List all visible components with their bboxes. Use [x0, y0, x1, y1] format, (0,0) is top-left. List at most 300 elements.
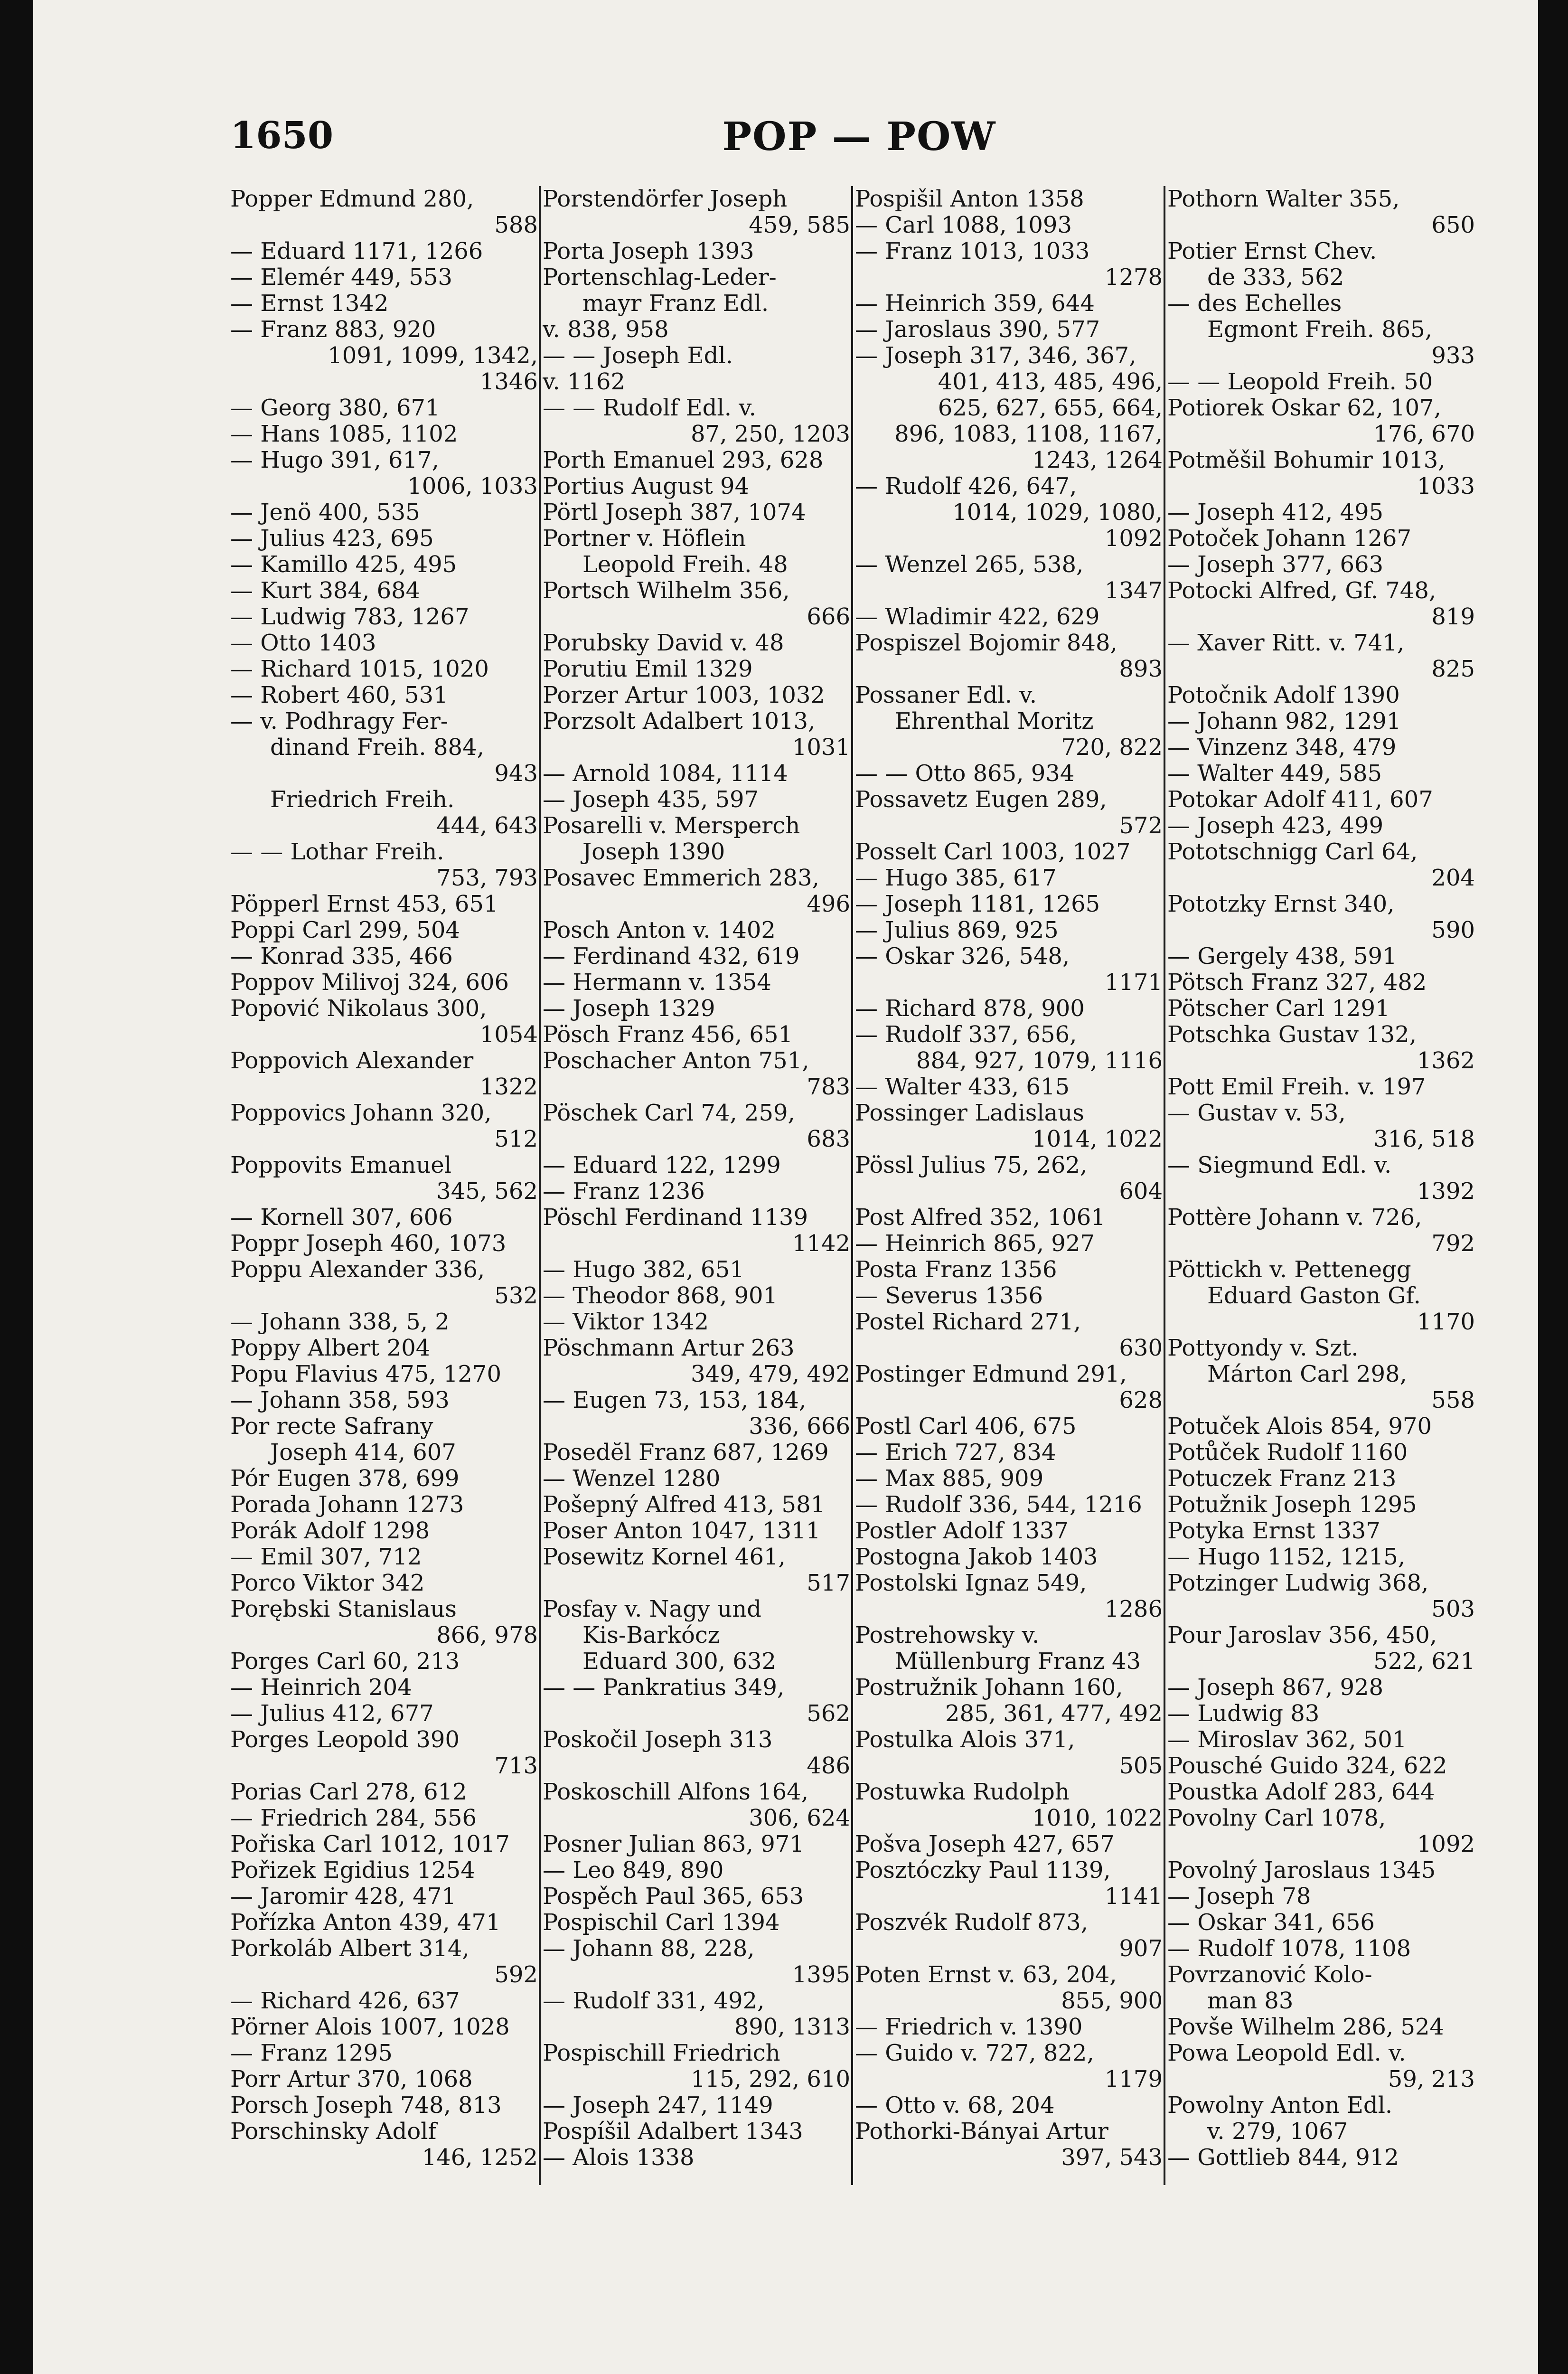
entry-line: — Kornell 307, 606 — [230, 1205, 453, 1231]
entry-line: 1010, 1022 — [1032, 1805, 1163, 1831]
entry-line: Poschacher Anton 751, — [543, 1048, 809, 1074]
entry-line: Pottyondy v. Szt. — [1167, 1335, 1359, 1361]
entry-line: 1362 — [1417, 1048, 1475, 1074]
entry-line: Postl Carl 406, 675 — [855, 1413, 1077, 1440]
entry-line: 397, 543 — [1061, 2145, 1163, 2171]
entry-line: 650 — [1431, 212, 1475, 238]
name-columns — [230, 186, 1488, 2204]
entry-line: — Erich 727, 834 — [855, 1440, 1056, 1466]
entry-line: 336, 666 — [749, 1413, 850, 1440]
entry-line: Pörner Alois 1007, 1028 — [230, 2014, 510, 2040]
entry-line: Porges Carl 60, 213 — [230, 1649, 460, 1675]
entry-line: Porzer Artur 1003, 1032 — [543, 682, 825, 708]
entry-line: 496 — [807, 891, 850, 917]
entry-line: Portner v. Höflein — [543, 526, 746, 552]
entry-line: Porębski Stanislaus — [230, 1596, 457, 1622]
entry-line: Porco Viktor 342 — [230, 1570, 425, 1596]
entry-line: — Rudolf 337, 656, — [855, 1022, 1077, 1048]
entry-line: Pospischil Carl 1394 — [543, 1910, 780, 1936]
entry-line: Müllenburg Franz 43 — [895, 1649, 1141, 1675]
entry-line: 1347 — [1104, 578, 1163, 604]
entry-line: Pöschl Ferdinand 1139 — [543, 1205, 808, 1231]
entry-line: Poskoschill Alfons 164, — [543, 1779, 808, 1805]
entry-line: — Joseph 377, 663 — [1167, 552, 1384, 578]
entry-line: 1142 — [792, 1231, 850, 1257]
column-2 — [543, 186, 850, 2204]
entry-line: 753, 793 — [436, 865, 538, 891]
entry-line: 532 — [494, 1283, 538, 1309]
entry-line: Poppi Carl 299, 504 — [230, 917, 460, 943]
entry-line: — Heinrich 359, 644 — [855, 291, 1095, 317]
entry-line: Postler Adolf 1337 — [855, 1518, 1069, 1544]
entry-line: — Franz 1295 — [230, 2040, 393, 2066]
entry-line: 683 — [807, 1126, 850, 1152]
entry-line: Potocki Alfred, Gf. 748, — [1167, 578, 1437, 604]
entry-line: Potzinger Ludwig 368, — [1167, 1570, 1429, 1596]
entry-line: — Johann 358, 593 — [230, 1387, 450, 1413]
entry-line: — v. Podhragy Fer- — [230, 708, 448, 735]
entry-line: Porada Johann 1273 — [230, 1492, 464, 1518]
entry-line: 907 — [1119, 1936, 1163, 1962]
entry-line: 345, 562 — [436, 1178, 538, 1205]
entry-line: Posewitz Kornel 461, — [543, 1544, 786, 1570]
entry-line: Eduard 300, 632 — [582, 1649, 776, 1675]
entry-line: v. 279, 1067 — [1207, 2119, 1348, 2145]
entry-line: — Hugo 382, 651 — [543, 1257, 744, 1283]
entry-line: 486 — [807, 1753, 850, 1779]
entry-line: Pototschnigg Carl 64, — [1167, 839, 1418, 865]
entry-line: Porschinsky Adolf — [230, 2119, 437, 2145]
entry-line: — Hermann v. 1354 — [543, 970, 771, 996]
entry-line: — Arnold 1084, 1114 — [543, 761, 788, 787]
entry-line: Poser Anton 1047, 1311 — [543, 1518, 821, 1544]
entry-line: 115, 292, 610 — [691, 2066, 850, 2092]
entry-line: Posselt Carl 1003, 1027 — [855, 839, 1131, 865]
entry-line: — Heinrich 204 — [230, 1675, 412, 1701]
entry-line: Possavetz Eugen 289, — [855, 787, 1107, 813]
entry-line: — Joseph 1181, 1265 — [855, 891, 1100, 917]
entry-line: — Julius 869, 925 — [855, 917, 1059, 943]
entry-line: 285, 361, 477, 492 — [945, 1701, 1163, 1727]
entry-line: Pössl Julius 75, 262, — [855, 1152, 1088, 1178]
entry-line: 1286 — [1104, 1596, 1163, 1622]
entry-line: Potyka Ernst 1337 — [1167, 1518, 1380, 1544]
entry-line: dinand Freih. 884, — [270, 735, 484, 761]
entry-line: — Oskar 326, 548, — [855, 943, 1070, 970]
entry-line: 316, 518 — [1373, 1126, 1475, 1152]
entry-line: Possaner Edl. v. — [855, 682, 1037, 708]
entry-line: Pór Eugen 378, 699 — [230, 1466, 460, 1492]
entry-line: man 83 — [1207, 1988, 1294, 2014]
entry-line: Potokar Adolf 411, 607 — [1167, 787, 1433, 813]
entry-line: Pott Emil Freih. v. 197 — [1167, 1074, 1426, 1100]
entry-line: Márton Carl 298, — [1207, 1361, 1407, 1387]
entry-line: — Hans 1085, 1102 — [230, 421, 458, 447]
entry-line: — Gottlieb 844, 912 — [1167, 2145, 1399, 2171]
entry-line: Potužnik Joseph 1295 — [1167, 1492, 1417, 1518]
entry-line: 1170 — [1417, 1309, 1475, 1335]
entry-line: — Xaver Ritt. v. 741, — [1167, 630, 1405, 656]
entry-line: Pottère Johann v. 726, — [1167, 1205, 1422, 1231]
entry-line: — Johann 982, 1291 — [1167, 708, 1401, 735]
entry-line: 1006, 1033 — [407, 473, 538, 499]
entry-line: — Franz 1236 — [543, 1178, 705, 1205]
entry-line: — Jenö 400, 535 — [230, 499, 420, 526]
entry-line: Pousché Guido 324, 622 — [1167, 1753, 1447, 1779]
entry-line: Eduard Gaston Gf. — [1207, 1283, 1421, 1309]
entry-line: — Ludwig 783, 1267 — [230, 604, 469, 630]
column-divider — [1164, 186, 1165, 2185]
entry-line: Postružnik Johann 160, — [855, 1675, 1123, 1701]
entry-line: 505 — [1119, 1753, 1163, 1779]
entry-line: v. 1162 — [543, 369, 626, 395]
entry-line: Portius August 94 — [543, 473, 750, 499]
entry-line: 1033 — [1417, 473, 1475, 499]
entry-line: Porias Carl 278, 612 — [230, 1779, 467, 1805]
entry-line: Postinger Edmund 291, — [855, 1361, 1127, 1387]
entry-line: Pöschek Carl 74, 259, — [543, 1100, 795, 1126]
entry-line: — Alois 1338 — [543, 2145, 695, 2171]
entry-line: 943 — [494, 761, 538, 787]
entry-line: Post Alfred 352, 1061 — [855, 1205, 1106, 1231]
entry-line: 572 — [1119, 813, 1163, 839]
entry-line: 1278 — [1104, 264, 1163, 291]
entry-line: — — Pankratius 349, — [543, 1675, 785, 1701]
entry-line: — Gergely 438, 591 — [1167, 943, 1397, 970]
entry-line: Pospěch Paul 365, 653 — [543, 1884, 804, 1910]
entry-line: Povrzanović Kolo- — [1167, 1962, 1372, 1988]
entry-line: Friedrich Freih. — [270, 787, 455, 813]
entry-line: — Julius 423, 695 — [230, 526, 434, 552]
entry-line: Pötsch Franz 327, 482 — [1167, 970, 1427, 996]
entry-line: — Ludwig 83 — [1167, 1701, 1320, 1727]
entry-line: — Richard 878, 900 — [855, 996, 1085, 1022]
entry-line: — Joseph 867, 928 — [1167, 1675, 1384, 1701]
entry-line: Pošepný Alfred 413, 581 — [543, 1492, 826, 1518]
entry-line: — Jaromir 428, 471 — [230, 1884, 456, 1910]
entry-line: — Joseph 247, 1149 — [543, 2092, 773, 2119]
entry-line: — Johann 88, 228, — [543, 1936, 755, 1962]
entry-line: Potuček Alois 854, 970 — [1167, 1413, 1432, 1440]
entry-line: — — Otto 865, 934 — [855, 761, 1075, 787]
entry-line: Joseph 414, 607 — [270, 1440, 456, 1466]
entry-line: Pothorn Walter 355, — [1167, 186, 1400, 212]
entry-line: — Wladimir 422, 629 — [855, 604, 1100, 630]
entry-line: 512 — [494, 1126, 538, 1152]
entry-line: — Eduard 1171, 1266 — [230, 238, 483, 264]
entry-line: 1141 — [1104, 1884, 1163, 1910]
entry-line: Povolný Jaroslaus 1345 — [1167, 1857, 1436, 1884]
entry-line: Porák Adolf 1298 — [230, 1518, 430, 1544]
entry-line: — Eugen 73, 153, 184, — [543, 1387, 807, 1413]
entry-line: 204 — [1431, 865, 1475, 891]
column-divider — [539, 186, 541, 2185]
entry-line: 713 — [494, 1753, 538, 1779]
entry-line: 890, 1313 — [734, 2014, 850, 2040]
entry-line: 1171 — [1104, 970, 1163, 996]
entry-line: Popović Nikolaus 300, — [230, 996, 487, 1022]
entry-line: 459, 585 — [749, 212, 850, 238]
entry-line: Poppov Milivoj 324, 606 — [230, 970, 509, 996]
entry-line: 783 — [807, 1074, 850, 1100]
entry-line: Leopold Freih. 48 — [582, 552, 788, 578]
entry-line: — — Joseph Edl. — [543, 343, 733, 369]
entry-line: Pototzky Ernst 340, — [1167, 891, 1395, 917]
entry-line: 1346 — [479, 369, 538, 395]
entry-line: 517 — [807, 1570, 850, 1596]
entry-line: Portenschlag-Leder- — [543, 264, 777, 291]
entry-line: 720, 822 — [1061, 735, 1163, 761]
entry-line: Porth Emanuel 293, 628 — [543, 447, 824, 473]
entry-line: Poppovics Johann 320, — [230, 1100, 492, 1126]
entry-line: 1322 — [479, 1074, 538, 1100]
entry-line: 855, 900 — [1061, 1988, 1163, 2014]
entry-line: Pospiszel Bojomir 848, — [855, 630, 1117, 656]
entry-line: de 333, 562 — [1207, 264, 1344, 291]
entry-line: Porta Joseph 1393 — [543, 238, 754, 264]
entry-line: Posner Julian 863, 971 — [543, 1831, 804, 1857]
entry-line: — Joseph 78 — [1167, 1884, 1311, 1910]
entry-line: Postolski Ignaz 549, — [855, 1570, 1087, 1596]
entry-line: — Konrad 335, 466 — [230, 943, 453, 970]
entry-line: — Gustav v. 53, — [1167, 1100, 1346, 1126]
directory-page — [33, 0, 1538, 2374]
entry-line: — Rudolf 331, 492, — [543, 1988, 765, 2014]
entry-line: 933 — [1431, 343, 1475, 369]
entry-line: — Max 885, 909 — [855, 1466, 1044, 1492]
entry-line: — Rudolf 1078, 1108 — [1167, 1936, 1411, 1962]
entry-line: Posavec Emmerich 283, — [543, 865, 819, 891]
entry-line: 401, 413, 485, 496, — [938, 369, 1163, 395]
entry-line: 87, 250, 1203 — [691, 421, 850, 447]
entry-line: Potměšil Bohumir 1013, — [1167, 447, 1446, 473]
entry-line: 558 — [1431, 1387, 1475, 1413]
entry-line: 1091, 1099, 1342, — [328, 343, 538, 369]
entry-line: v. 838, 958 — [543, 317, 669, 343]
entry-line: — Kamillo 425, 495 — [230, 552, 457, 578]
entry-line: 503 — [1431, 1596, 1475, 1622]
entry-line: Posch Anton v. 1402 — [543, 917, 776, 943]
entry-line: — Johann 338, 5, 2 — [230, 1309, 450, 1335]
entry-line: — Jaroslaus 390, 577 — [855, 317, 1100, 343]
entry-line: — Miroslav 362, 501 — [1167, 1727, 1407, 1753]
entry-line: Pörtl Joseph 387, 1074 — [543, 499, 806, 526]
entry-line: 896, 1083, 1108, 1167, — [894, 421, 1163, 447]
entry-line: — Leo 849, 890 — [543, 1857, 724, 1884]
entry-line: Posedĕl Franz 687, 1269 — [543, 1440, 829, 1466]
entry-line: Pořizek Egidius 1254 — [230, 1857, 475, 1884]
entry-line: Porsch Joseph 748, 813 — [230, 2092, 502, 2119]
entry-line: — Georg 380, 671 — [230, 395, 440, 421]
entry-line: — Ernst 1342 — [230, 291, 389, 317]
entry-line: Porzsolt Adalbert 1013, — [543, 708, 816, 735]
entry-line: Egmont Freih. 865, — [1207, 317, 1432, 343]
entry-line: Posta Franz 1356 — [855, 1257, 1057, 1283]
entry-line: 1092 — [1417, 1831, 1475, 1857]
entry-line: 349, 479, 492 — [691, 1361, 850, 1387]
entry-line: 1092 — [1104, 526, 1163, 552]
entry-line: — Vinzenz 348, 479 — [1167, 735, 1397, 761]
column-4 — [1167, 186, 1475, 2204]
entry-line: — Hugo 1152, 1215, — [1167, 1544, 1405, 1570]
entry-line: Potůček Rudolf 1160 — [1167, 1440, 1408, 1466]
entry-line: Potoček Johann 1267 — [1167, 526, 1411, 552]
entry-line: 1014, 1022 — [1032, 1126, 1163, 1152]
entry-line: Postulka Alois 371, — [855, 1727, 1075, 1753]
entry-line: — Oskar 341, 656 — [1167, 1910, 1375, 1936]
entry-line: 666 — [807, 604, 850, 630]
entry-line: Posarelli v. Mersperch — [543, 813, 800, 839]
entry-line: Popper Edmund 280, — [230, 186, 474, 212]
entry-line: — Heinrich 865, 927 — [855, 1231, 1095, 1257]
entry-line: — Julius 412, 677 — [230, 1701, 434, 1727]
entry-line: Powolny Anton Edl. — [1167, 2092, 1393, 2119]
entry-line: — Emil 307, 712 — [230, 1544, 422, 1570]
entry-line: Poszvék Rudolf 873, — [855, 1910, 1088, 1936]
entry-line: — Friedrich 284, 556 — [230, 1805, 477, 1831]
entry-line: — Richard 1015, 1020 — [230, 656, 489, 682]
entry-line: Pötscher Carl 1291 — [1167, 996, 1390, 1022]
entry-line: 562 — [807, 1701, 850, 1727]
entry-line: 444, 643 — [436, 813, 538, 839]
entry-line: Porutiu Emil 1329 — [543, 656, 753, 682]
entry-line: Kis-Barkócz — [582, 1622, 720, 1649]
entry-line: Pöpperl Ernst 453, 651 — [230, 891, 498, 917]
entry-line: — Richard 426, 637 — [230, 1988, 460, 2014]
entry-line: — Otto 1403 — [230, 630, 376, 656]
entry-line: Postogna Jakob 1403 — [855, 1544, 1098, 1570]
page-title: POP — POW — [722, 114, 996, 160]
entry-line: — Robert 460, 531 — [230, 682, 448, 708]
entry-line: — — Leopold Freih. 50 — [1167, 369, 1433, 395]
entry-line: — Hugo 391, 617, — [230, 447, 439, 473]
entry-line: — — Rudolf Edl. v. — [543, 395, 756, 421]
entry-line: Porr Artur 370, 1068 — [230, 2066, 473, 2092]
entry-line: Poustka Adolf 283, 644 — [1167, 1779, 1435, 1805]
entry-line: 819 — [1431, 604, 1475, 630]
entry-line: 625, 627, 655, 664, — [938, 395, 1163, 421]
entry-line: Potier Ernst Chev. — [1167, 238, 1377, 264]
page-number: 1650 — [230, 114, 334, 157]
entry-line: 1014, 1029, 1080, — [952, 499, 1163, 526]
entry-line: 592 — [494, 1962, 538, 1988]
entry-line: — Walter 449, 585 — [1167, 761, 1382, 787]
entry-line: 630 — [1119, 1335, 1163, 1361]
entry-line: — Theodor 868, 901 — [543, 1283, 778, 1309]
entry-line: — Otto v. 68, 204 — [855, 2092, 1055, 2119]
entry-line: — Joseph 423, 499 — [1167, 813, 1384, 839]
entry-line: Por recte Safrany — [230, 1413, 433, 1440]
entry-line: Poskočil Joseph 313 — [543, 1727, 773, 1753]
entry-line: Potiorek Oskar 62, 107, — [1167, 395, 1441, 421]
entry-line: 628 — [1119, 1387, 1163, 1413]
entry-line: Porkoláb Albert 314, — [230, 1936, 469, 1962]
page-header — [230, 114, 1488, 166]
entry-line: — Friedrich v. 1390 — [855, 2014, 1083, 2040]
entry-line: Pospišil Anton 1358 — [855, 186, 1084, 212]
column-divider — [851, 186, 853, 2185]
entry-line: Posfay v. Nagy und — [543, 1596, 761, 1622]
entry-line: 1054 — [479, 1022, 538, 1048]
entry-line: Poppy Albert 204 — [230, 1335, 431, 1361]
entry-line: 604 — [1119, 1178, 1163, 1205]
entry-line: Pospíšil Adalbert 1343 — [543, 2119, 803, 2145]
entry-line: 588 — [494, 212, 538, 238]
entry-line: Postel Richard 271, — [855, 1309, 1081, 1335]
entry-line: 59, 213 — [1388, 2066, 1475, 2092]
entry-line: 1392 — [1417, 1178, 1475, 1205]
entry-line: mayr Franz Edl. — [582, 291, 769, 317]
entry-line: Pösch Franz 456, 651 — [543, 1022, 793, 1048]
entry-line: 893 — [1119, 656, 1163, 682]
entry-line: Povolny Carl 1078, — [1167, 1805, 1386, 1831]
entry-line: Poten Ernst v. 63, 204, — [855, 1962, 1117, 1988]
entry-line: — Kurt 384, 684 — [230, 578, 421, 604]
entry-line: — Siegmund Edl. v. — [1167, 1152, 1392, 1178]
entry-line: Potschka Gustav 132, — [1167, 1022, 1417, 1048]
entry-line: Postuwka Rudolph — [855, 1779, 1070, 1805]
entry-line: — Walter 433, 615 — [855, 1074, 1070, 1100]
entry-line: Pošva Joseph 427, 657 — [855, 1831, 1115, 1857]
entry-line: Poppovich Alexander — [230, 1048, 474, 1074]
entry-line: — Elemér 449, 553 — [230, 264, 452, 291]
entry-line: 884, 927, 1079, 1116 — [916, 1048, 1163, 1074]
entry-line: Portsch Wilhelm 356, — [543, 578, 790, 604]
entry-line: Pöschmann Artur 263 — [543, 1335, 795, 1361]
entry-line: 1395 — [792, 1962, 850, 1988]
entry-line: — Rudolf 426, 647, — [855, 473, 1077, 499]
entry-line: — Franz 883, 920 — [230, 317, 436, 343]
entry-line: Ehrenthal Moritz — [895, 708, 1094, 735]
entry-line: 1179 — [1104, 2066, 1163, 2092]
entry-line: Powa Leopold Edl. v. — [1167, 2040, 1406, 2066]
entry-line: — Viktor 1342 — [543, 1309, 709, 1335]
entry-line: Porubsky David v. 48 — [543, 630, 784, 656]
entry-line: — Joseph 435, 597 — [543, 787, 759, 813]
entry-line: — Rudolf 336, 544, 1216 — [855, 1492, 1142, 1518]
entry-line: Pöttickh v. Pettenegg — [1167, 1257, 1411, 1283]
entry-line: Potuczek Franz 213 — [1167, 1466, 1397, 1492]
entry-line: — Guido v. 727, 822, — [855, 2040, 1094, 2066]
entry-line: Poppr Joseph 460, 1073 — [230, 1231, 507, 1257]
entry-line: — Carl 1088, 1093 — [855, 212, 1072, 238]
entry-line: — Eduard 122, 1299 — [543, 1152, 781, 1178]
entry-line: — Severus 1356 — [855, 1283, 1043, 1309]
column-1 — [230, 186, 538, 2204]
entry-line: Pothorki-Bányai Artur — [855, 2119, 1108, 2145]
entry-line: Porges Leopold 390 — [230, 1727, 460, 1753]
entry-line: — Hugo 385, 617 — [855, 865, 1057, 891]
entry-line: Joseph 1390 — [582, 839, 725, 865]
entry-line: Pořiska Carl 1012, 1017 — [230, 1831, 510, 1857]
entry-line: — Franz 1013, 1033 — [855, 238, 1090, 264]
entry-line: Pour Jaroslav 356, 450, — [1167, 1622, 1437, 1649]
entry-line: 146, 1252 — [422, 2145, 538, 2171]
entry-line: — Joseph 1329 — [543, 996, 715, 1022]
entry-line: — Wenzel 265, 538, — [855, 552, 1084, 578]
entry-line: 866, 978 — [436, 1622, 538, 1649]
entry-line: Povše Wilhelm 286, 524 — [1167, 2014, 1445, 2040]
entry-line: — — Lothar Freih. — [230, 839, 444, 865]
entry-line: Popu Flavius 475, 1270 — [230, 1361, 501, 1387]
entry-line: Poppu Alexander 336, — [230, 1257, 485, 1283]
entry-line: Postrehowsky v. — [855, 1622, 1040, 1649]
entry-line: Posztóczky Paul 1139, — [855, 1857, 1111, 1884]
entry-line: Poppovits Emanuel — [230, 1152, 452, 1178]
entry-line: — Joseph 412, 495 — [1167, 499, 1384, 526]
entry-line: Potočnik Adolf 1390 — [1167, 682, 1400, 708]
entry-line: — Wenzel 1280 — [543, 1466, 721, 1492]
